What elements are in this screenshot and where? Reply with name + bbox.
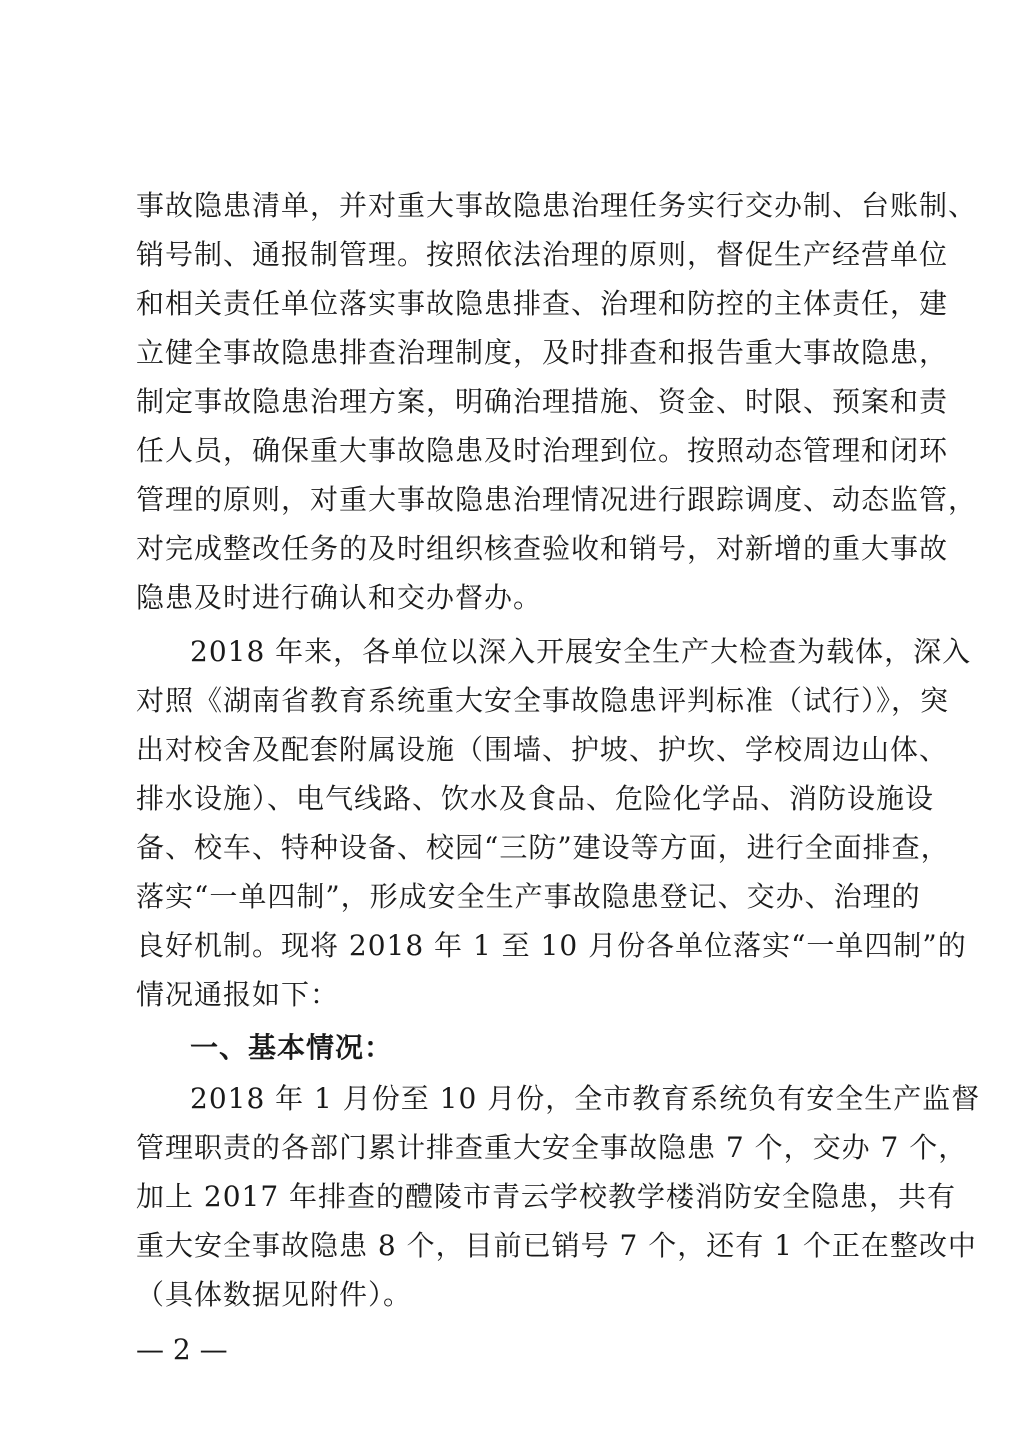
paragraph-line: 事故隐患清单，并对重大事故隐患治理任务实行交办制、台账制、: [136, 189, 978, 222]
paragraph-line: 立健全事故隐患排查治理制度，及时排查和报告重大事故隐患，: [136, 336, 949, 369]
paragraph-line: 出对校舍及配套附属设施（围墙、护坡、护坎、学校周边山体、: [136, 733, 949, 766]
paragraph-line: 销号制、通报制管理。按照依法治理的原则，督促生产经营单位: [136, 238, 949, 271]
paragraph-line: 和相关责任单位落实事故隐患排查、治理和防控的主体责任，建: [136, 287, 949, 320]
paragraph-line: 加上 2017 年排查的醴陵市青云学校教学楼消防安全隐患，共有: [136, 1180, 957, 1213]
paragraph-line: 2018 年 1 月份至 10 月份，全市教育系统负有安全生产监督: [190, 1082, 981, 1115]
paragraph-line: 制定事故隐患治理方案，明确治理措施、资金、时限、预案和责: [136, 385, 949, 418]
paragraph-line: 隐患及时进行确认和交办督办。: [136, 581, 543, 614]
paragraph-line: 对照《湖南省教育系统重大安全事故隐患评判标准（试行）》，突: [136, 684, 950, 717]
paragraph-line: 管理职责的各部门累计排查重大安全事故隐患 7 个，交办 7 个，: [136, 1131, 968, 1164]
paragraph-line: 任人员，确保重大事故隐患及时治理到位。按照动态管理和闭环: [136, 434, 949, 467]
paragraph-line: 2018 年来，各单位以深入开展安全生产大检查为载体，深入: [190, 635, 972, 668]
paragraph-line: 管理的原则，对重大事故隐患治理情况进行跟踪调度、动态监管，: [136, 483, 978, 516]
paragraph-line: 落实“一单四制”，形成安全生产事故隐患登记、交办、治理的: [136, 880, 921, 913]
page-number: — 2 —: [136, 1333, 228, 1366]
paragraph-line: 情况通报如下：: [136, 978, 340, 1011]
paragraph-line: 重大安全事故隐患 8 个，目前已销号 7 个，还有 1 个正在整改中: [136, 1229, 977, 1262]
paragraph-line: 备、校车、特种设备、校园“三防”建设等方面，进行全面排查，: [136, 831, 950, 864]
paragraph-line: （具体数据见附件）。: [136, 1278, 413, 1311]
paragraph-line: 良好机制。现将 2018 年 1 至 10 月份各单位落实“一单四制”的: [136, 929, 967, 962]
section-heading: 一、基本情况：: [190, 1031, 394, 1064]
paragraph-line: 对完成整改任务的及时组织核查验收和销号，对新增的重大事故: [136, 532, 949, 565]
paragraph-line: 排水设施）、电气线路、饮水及食品、危险化学品、消防设施设: [136, 782, 935, 815]
